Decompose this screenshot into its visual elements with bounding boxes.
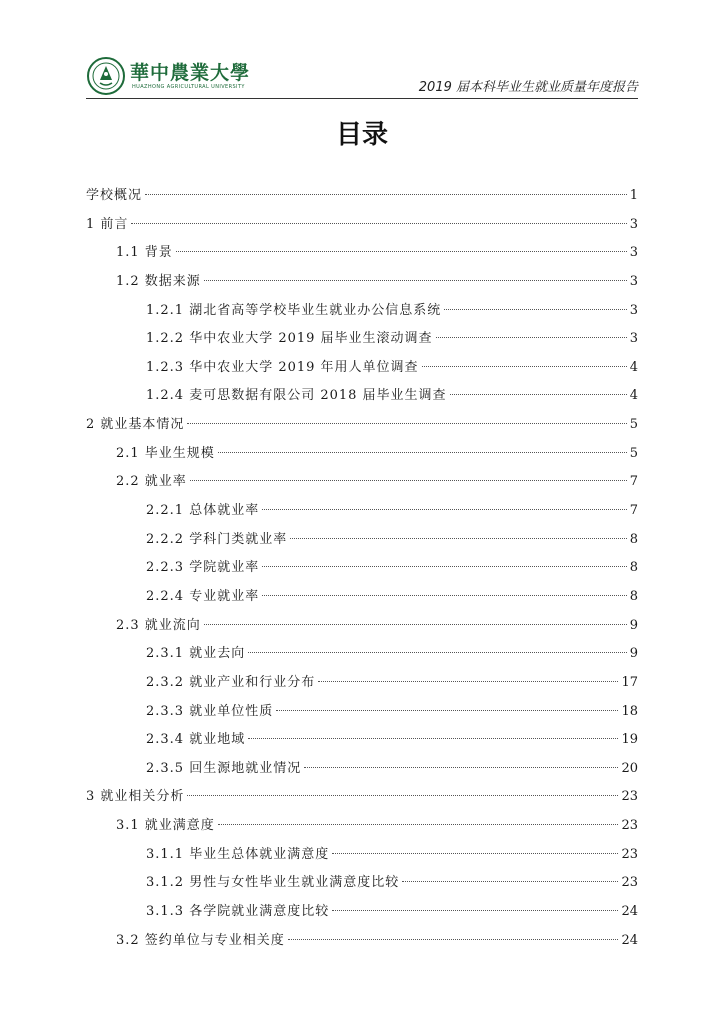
toc-entry-label: 学校概况 (86, 188, 143, 203)
toc-entry-page-number: 3 (629, 331, 638, 347)
toc-entry-page-number: 3 (629, 245, 638, 261)
toc-entry-label: 3.1.2 男性与女性毕业生就业满意度比较 (146, 875, 400, 891)
page-title: 目录 (335, 120, 388, 150)
toc-entry[interactable] (86, 297, 638, 326)
toc-entry-label: 3 就业相关分析 (86, 789, 185, 805)
toc-entry-label: 2.2.4 专业就业率 (146, 588, 260, 604)
dot-leader (204, 624, 627, 625)
dot-leader (290, 538, 627, 539)
dot-leader (332, 910, 618, 911)
dot-leader (145, 194, 627, 195)
toc-entry-page-number: 8 (629, 588, 638, 604)
dot-leader (262, 509, 627, 510)
toc-entry-page-number: 23 (621, 818, 638, 834)
toc-entry-label: 1.1 背景 (116, 245, 173, 261)
toc-entry[interactable] (86, 354, 638, 383)
dot-leader (402, 881, 618, 882)
report-title: 2019 届本科毕业生就业质量年度报告 (418, 80, 638, 95)
toc-entry-label: 3.1.3 各学院就业满意度比较 (146, 904, 330, 920)
toc-entry-page-number: 23 (621, 789, 638, 805)
dot-leader (288, 939, 619, 940)
toc-entry[interactable] (86, 268, 638, 297)
dot-leader (304, 767, 618, 768)
dot-leader (262, 595, 627, 596)
toc-entry-page-number: 1 (629, 188, 638, 203)
toc-entry-label: 2.2 就业率 (116, 474, 187, 490)
header-divider (86, 98, 638, 99)
dot-leader (187, 423, 626, 424)
table-of-contents (86, 182, 638, 955)
toc-entry[interactable] (86, 927, 638, 956)
dot-leader (176, 251, 627, 252)
toc-entry[interactable] (86, 812, 638, 841)
toc-entry[interactable] (86, 325, 638, 354)
toc-entry-label: 1.2.2 华中农业大学 2019 届毕业生滚动调查 (146, 331, 433, 347)
toc-entry-label: 2.3.1 就业去向 (146, 646, 246, 662)
dot-leader (218, 452, 627, 453)
toc-entry-label: 1.2.1 湖北省高等学校毕业生就业办公信息系统 (146, 302, 442, 318)
toc-entry[interactable] (86, 468, 638, 497)
dot-leader (262, 566, 627, 567)
toc-entry[interactable] (86, 182, 638, 211)
school-name: 華中農業大學 (130, 62, 251, 84)
dot-leader (450, 394, 627, 395)
toc-entry[interactable] (86, 841, 638, 870)
toc-entry[interactable] (86, 239, 638, 268)
toc-entry[interactable] (86, 755, 638, 784)
toc-entry[interactable] (86, 669, 638, 698)
toc-entry-page-number: 24 (621, 932, 638, 948)
toc-entry[interactable] (86, 698, 638, 727)
toc-entry-label: 2.1 毕业生规模 (116, 445, 215, 461)
toc-entry-page-number: 3 (629, 273, 638, 289)
toc-entry[interactable] (86, 411, 638, 440)
toc-entry-page-number: 24 (621, 904, 638, 920)
university-seal-icon (86, 56, 126, 96)
toc-entry-label: 2.3 就业流向 (116, 617, 201, 633)
toc-entry[interactable] (86, 554, 638, 583)
toc-entry-label: 2.2.3 学院就业率 (146, 560, 260, 576)
toc-entry-page-number: 9 (629, 617, 638, 633)
toc-entry-label: 1.2 数据来源 (116, 273, 201, 289)
toc-entry[interactable] (86, 726, 638, 755)
toc-entry[interactable] (86, 898, 638, 927)
toc-entry-label: 2.3.2 就业产业和行业分布 (146, 674, 316, 690)
toc-entry[interactable] (86, 526, 638, 555)
toc-entry-page-number: 18 (621, 703, 638, 719)
toc-entry-page-number: 17 (621, 674, 638, 690)
toc-entry-page-number: 5 (629, 445, 638, 461)
dot-leader (187, 795, 618, 796)
page-header (86, 52, 638, 100)
toc-entry-label: 3.2 签约单位与专业相关度 (116, 932, 285, 948)
toc-entry-page-number: 3 (629, 302, 638, 318)
school-name-en: HUAZHONG AGRICULTURAL UNIVERSITY (132, 84, 245, 90)
dot-leader (204, 280, 627, 281)
toc-entry-label: 1.2.3 华中农业大学 2019 年用人单位调查 (146, 359, 419, 375)
dot-leader (276, 710, 618, 711)
dot-leader (248, 738, 618, 739)
dot-leader (436, 337, 627, 338)
toc-entry-page-number: 4 (629, 359, 638, 375)
toc-entry-label: 2.2.1 总体就业率 (146, 503, 260, 519)
dot-leader (444, 309, 627, 310)
toc-entry[interactable] (86, 211, 638, 240)
toc-entry-page-number: 9 (629, 646, 638, 662)
toc-entry[interactable] (86, 497, 638, 526)
toc-entry-page-number: 20 (621, 760, 638, 776)
toc-entry-page-number: 7 (629, 474, 638, 490)
dot-leader (131, 223, 626, 224)
toc-entry-label: 2.3.4 就业地域 (146, 732, 246, 748)
dot-leader (332, 853, 618, 854)
toc-entry-page-number: 5 (629, 417, 638, 433)
toc-entry[interactable] (86, 640, 638, 669)
toc-entry-page-number: 19 (621, 732, 638, 748)
toc-entry-page-number: 3 (629, 216, 638, 232)
toc-entry-label: 3.1 就业满意度 (116, 818, 215, 834)
toc-entry[interactable] (86, 440, 638, 469)
toc-entry-label: 2 就业基本情况 (86, 417, 185, 433)
toc-entry[interactable] (86, 869, 638, 898)
toc-entry-label: 3.1.1 毕业生总体就业满意度 (146, 846, 330, 862)
toc-entry-label: 2.2.2 学科门类就业率 (146, 531, 288, 547)
dot-leader (422, 366, 627, 367)
toc-entry-page-number: 8 (629, 531, 638, 547)
toc-entry[interactable] (86, 382, 638, 411)
toc-entry-page-number: 8 (629, 560, 638, 576)
dot-leader (190, 480, 627, 481)
toc-entry[interactable] (86, 583, 638, 612)
toc-entry-label: 2.3.3 就业单位性质 (146, 703, 274, 719)
toc-entry-page-number: 23 (621, 846, 638, 862)
toc-entry-page-number: 23 (621, 875, 638, 891)
toc-entry-label: 1 前言 (86, 216, 129, 232)
toc-entry-page-number: 7 (629, 503, 638, 519)
toc-entry[interactable] (86, 783, 638, 812)
toc-entry[interactable] (86, 612, 638, 641)
dot-leader (248, 652, 627, 653)
toc-entry-label: 2.3.5 回生源地就业情况 (146, 760, 302, 776)
dot-leader (318, 681, 618, 682)
dot-leader (218, 824, 619, 825)
toc-entry-page-number: 4 (629, 388, 638, 404)
toc-entry-label: 1.2.4 麦可思数据有限公司 2018 届毕业生调查 (146, 388, 447, 404)
